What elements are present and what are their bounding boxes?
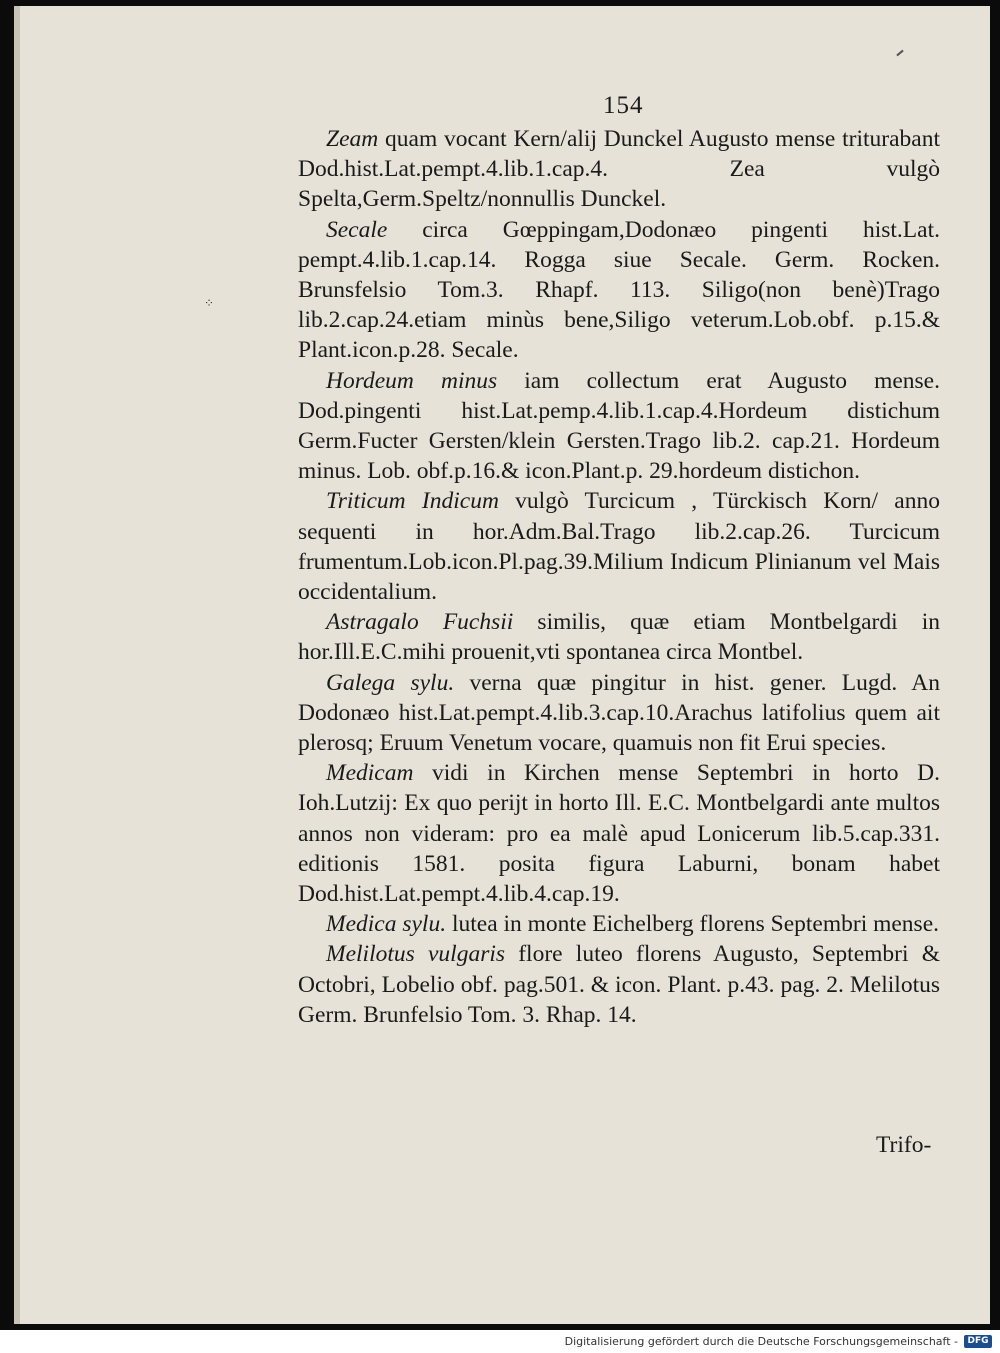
paragraph-text: flore luteo florens Augusto, Septembri & Octobri, Lobelio obf. pag.501. & icon. Plant. p.43. pag. 2. Melilotus Germ. Brunfelsio Tom. 3. Rhap. 14. (298, 941, 941, 1028)
paragraph-text: quam vocant Kern/alij Dunckel Augusto mense triturabant Dod.hist.Lat.pempt.4.lib.1.cap.4. Zea vulgò Spelta,Germ.Speltz/nonnullis Dunckel. (298, 126, 940, 213)
paragraph-melilotus (298, 939, 940, 1030)
paragraph-lead: Zeam (326, 126, 379, 152)
footer-credit: Digitalisierung gefördert durch die Deutsche Forschungsgemeinschaft - (564, 1335, 958, 1348)
paragraph-text: vulgò Turcicum , Türckisch Korn/ anno sequenti in hor.Adm.Bal.Trago lib.2.cap.26. Turcicum frumentum.Lob.icon.Pl.pag.39.Milium Indicum Plinianum vel Mais occidentalium. (298, 488, 940, 606)
paragraph-lead: Triticum Indicum (326, 488, 499, 515)
paragraph-lead: Medica sylu. (326, 911, 447, 938)
paragraph-medica (298, 758, 940, 909)
page-number: 154 (603, 92, 644, 119)
paragraph-lead: Secale (326, 216, 388, 243)
paragraph-text: similis, quæ etiam Montbelgardi in hor.Ill.E.C.mihi prouenit,vti spontanea circa Montbel. (298, 609, 940, 666)
margin-mark: ⁘ (204, 296, 215, 310)
catchword: Trifo- (876, 1132, 932, 1158)
paragraph-text: verna quæ pingitur in hist. gener. Lugd. An Dodonæo hist.Lat.pempt.4.lib.3.cap.10.Arachus latifolius quem ait plerosq; Eruum Venetum vocare, quamuis non fit Erui species. (298, 669, 940, 757)
paragraph-lead: Melilotus vulgaris (326, 941, 506, 968)
paragraph-text: lutea in monte Eichelberg florens Septembri mense. (446, 911, 940, 938)
paragraph-text: vidi in Kirchen mense Septembri in horto D. Ioh.Lutzij: Ex quo perijt in horto Ill. E.C. Montbelgardi ante multos annos non videram: pro ea malè apud Lonicerum lib.5.cap.331. editionis 1581. posita figura Laburni, bonam habet Dod.hist.Lat.pempt.4.lib.4.cap.19. (298, 760, 940, 908)
paragraph-triticum (298, 486, 940, 607)
paragraph-zea (298, 124, 940, 215)
paragraph-secale (298, 215, 940, 366)
paragraph-text: circa Gœppingam,Dodonæo pingenti hist.Lat. pempt.4.lib.1.cap.14. Rogga siue Secale. Germ. Rocken. Brunsfelsio Tom.3. Rhapf. 113. Siligo(non benè)Trago lib.2.cap.24.etiam minùs bene,Siligo veterum.Lob.obf. p.15.& Plant.icon.p.28. Secale. (298, 216, 940, 364)
paragraph-astragalus (298, 607, 940, 667)
paragraph-hordeum (298, 366, 940, 487)
paragraph-medica-sylu (298, 909, 940, 939)
text-block (298, 124, 940, 1030)
dfg-logo-icon: DFG (964, 1335, 992, 1348)
paragraph-galega (298, 668, 940, 759)
page-blemish (896, 50, 903, 57)
paragraph-lead: Hordeum minus (326, 367, 498, 394)
paragraph-lead: Medicam (326, 760, 414, 787)
paragraph-lead: Astragalo Fuchsii (326, 609, 514, 636)
paragraph-text: iam collectum erat Augusto mense. Dod.pingenti hist.Lat.pemp.4.lib.1.cap.4.Hordeum distichum Germ.Fucter Gersten/klein Gersten.Trago lib.2. cap.21. Hordeum minus. Lob. obf.p.16.& icon.Plant.p. 29.hordeum distichon. (298, 367, 940, 485)
paragraph-lead: Galega sylu. (326, 669, 455, 696)
